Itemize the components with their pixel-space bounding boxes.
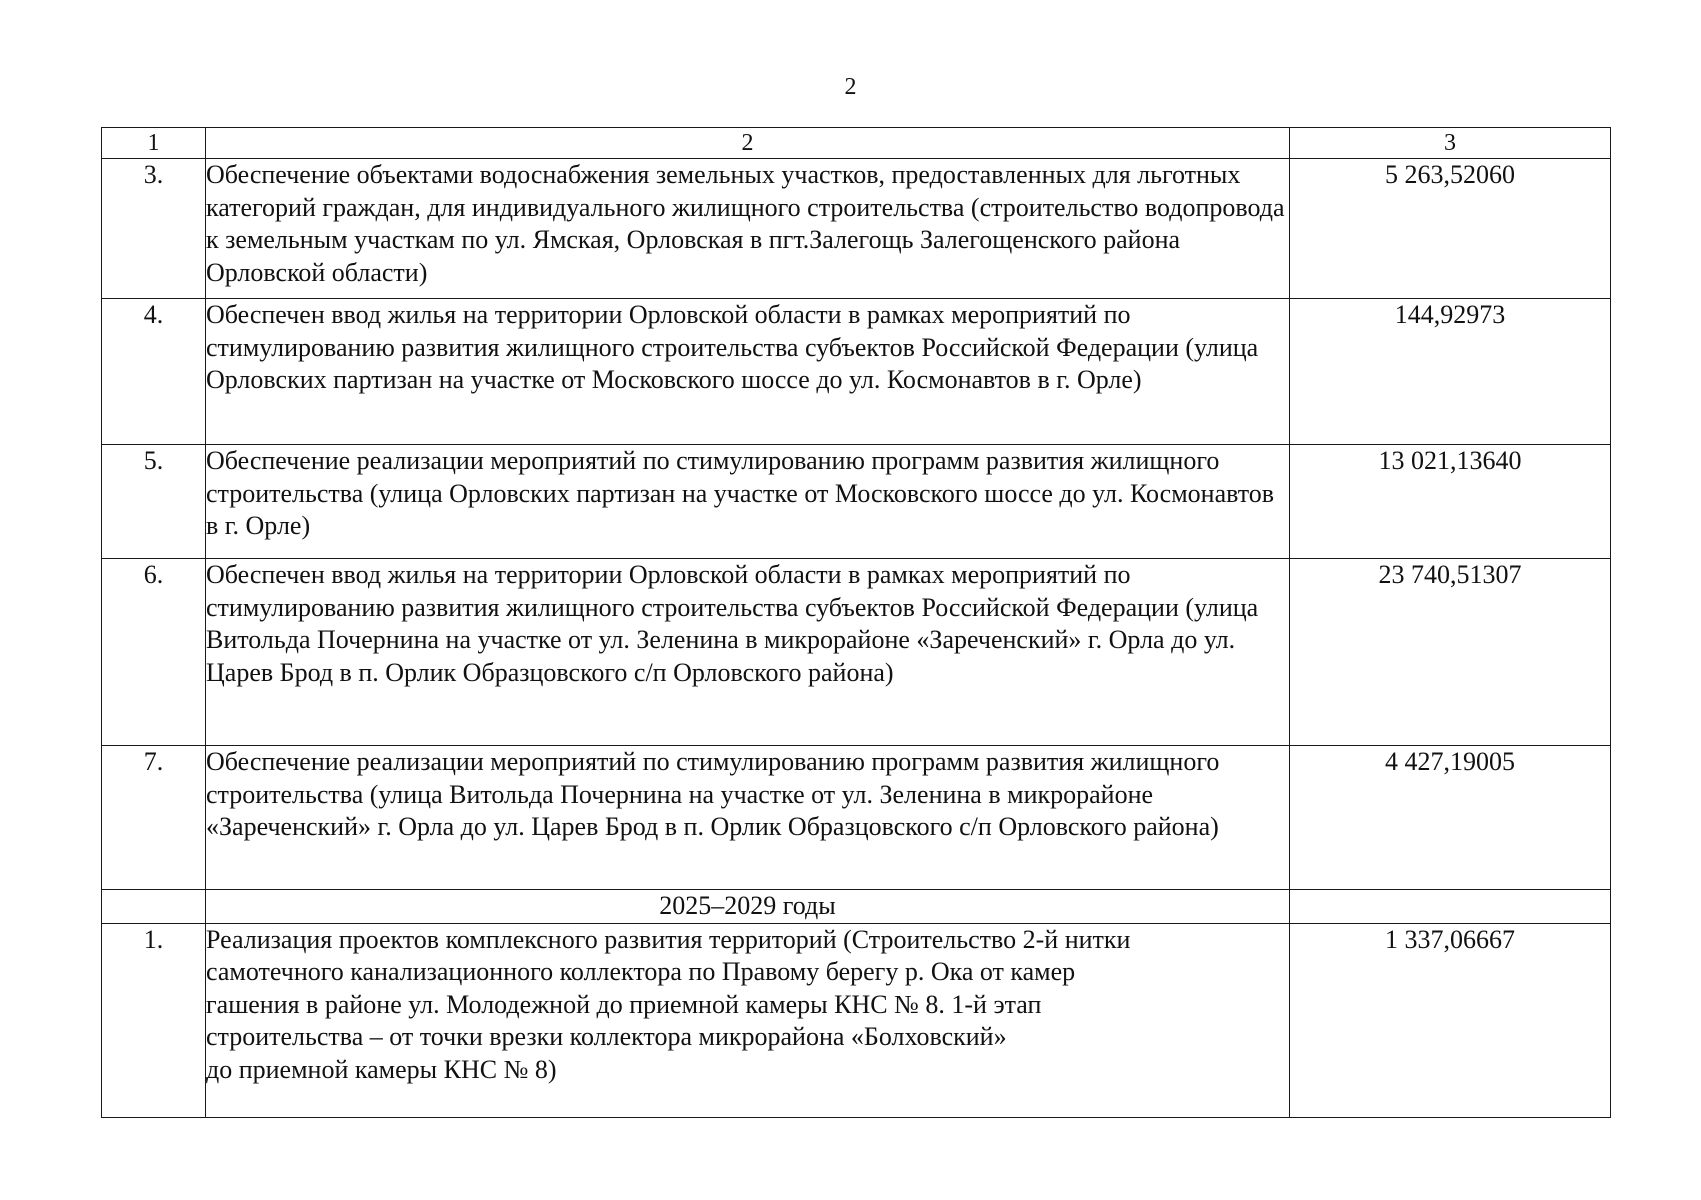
period-empty-cell [102, 890, 206, 924]
description-line: строительства – от точки врезки коллектора микрорайона «Болховский» [206, 1022, 1007, 1052]
row-amount: 144,92973 [1290, 299, 1611, 445]
row-description: Обеспечен ввод жилья на территории Орловской области в рамках мероприятий по стимулированию развития жилищного строительства субъектов Российской Федерации (улица Витольда Почернина на участке от ул. Зеленина в микрорайоне «Зареченский» г. Орла до ул. Царев Брод в п. Орлик Образцовского с/п Орловского района) [206, 559, 1290, 746]
row-description: Обеспечение реализации мероприятий по стимулированию программ развития жилищного строительства (улица Орловских партизан на участке от Московского шоссе до ул. Космонавтов в г. Орле) [206, 445, 1290, 559]
row-amount: 5 263,52060 [1290, 159, 1611, 299]
table-header-row [102, 128, 1611, 159]
row-description: Обеспечение реализации мероприятий по стимулированию программ развития жилищного строительства (улица Витольда Почернина на участке от ул. Зеленина в микрорайоне «Зареченский» г. Орла до ул. Царев Брод в п. Орлик Образцовского с/п Орловского района) [206, 746, 1290, 890]
table-row [102, 746, 1611, 890]
row-number: 3. [102, 159, 206, 299]
row-number: 5. [102, 445, 206, 559]
table-row [102, 445, 1611, 559]
table-row [102, 159, 1611, 299]
row-amount: 23 740,51307 [1290, 559, 1611, 746]
row-number: 4. [102, 299, 206, 445]
description-line: самотечного канализационного коллектора по Правому берегу р. Ока от камер [206, 957, 1076, 987]
column-number-1: 1 [102, 128, 206, 159]
page-number: 2 [844, 74, 857, 100]
description-line: Реализация проектов комплексного развития территорий (Строительство 2-й нитки [206, 924, 1131, 954]
row-number: 1. [102, 923, 206, 1117]
row-description: Обеспечен ввод жилья на территории Орловской области в рамках мероприятий по стимулированию развития жилищного строительства субъектов Российской Федерации (улица Орловских партизан на участке от Московского шоссе до ул. Космонавтов в г. Орле) [206, 299, 1290, 445]
row-amount: 13 021,13640 [1290, 445, 1611, 559]
table-row [102, 299, 1611, 445]
row-description [206, 923, 1290, 1117]
row-number: 7. [102, 746, 206, 890]
description-line: гашения в районе ул. Молодежной до приемной камеры КНС № 8. 1-й этап [206, 989, 1042, 1019]
table-row [102, 559, 1611, 746]
column-number-2: 2 [206, 128, 1290, 159]
period-row [102, 890, 1611, 924]
row-amount: 4 427,19005 [1290, 746, 1611, 890]
table-row [102, 923, 1611, 1117]
description-line: до приемной камеры КНС № 8) [206, 1054, 557, 1084]
period-label: 2025–2029 годы [206, 890, 1290, 924]
funding-table [101, 127, 1611, 1118]
row-number: 6. [102, 559, 206, 746]
row-description: Обеспечение объектами водоснабжения земельных участков, предоставленных для льготных категорий граждан, для индивидуального жилищного строительства (строительство водопровода к земельным участкам по ул. Ямская, Орловская в пгт.Залегощь Залегощенского района Орловской области) [206, 159, 1290, 299]
period-empty-cell [1290, 890, 1611, 924]
row-amount: 1 337,06667 [1290, 923, 1611, 1117]
column-number-3: 3 [1290, 128, 1611, 159]
